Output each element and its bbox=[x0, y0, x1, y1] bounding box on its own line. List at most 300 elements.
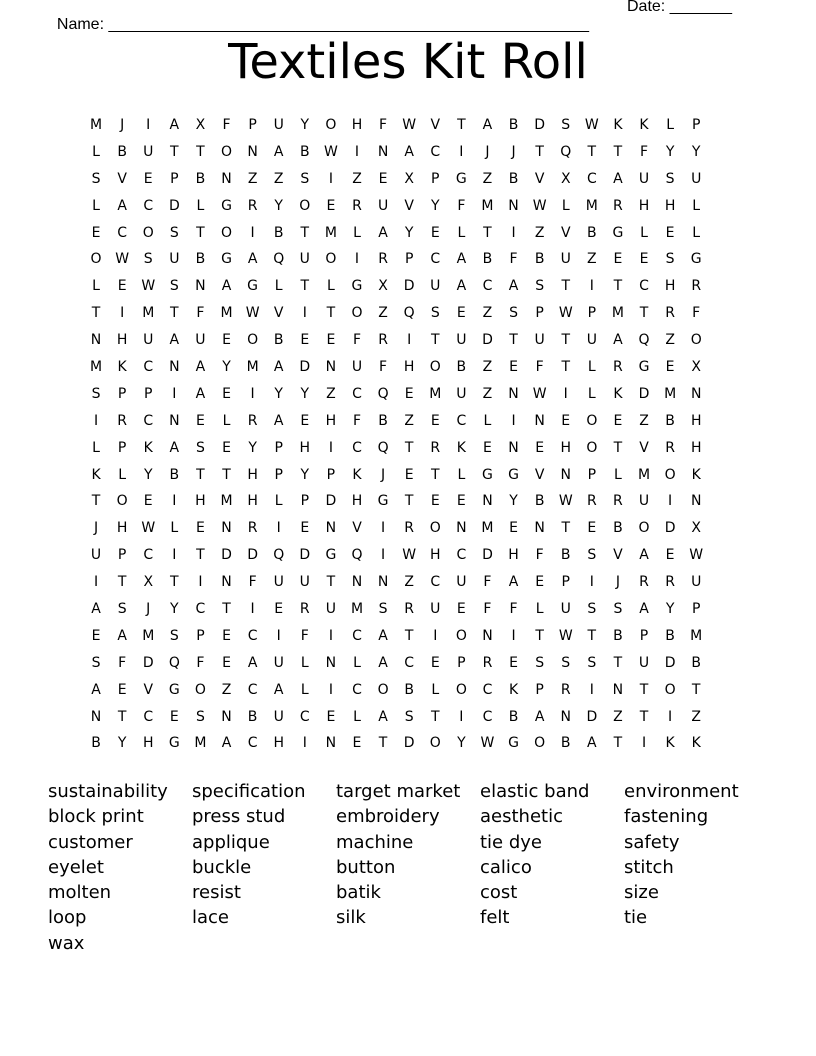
grid-cell[interactable]: P bbox=[196, 627, 205, 644]
grid-cell[interactable]: S bbox=[143, 251, 153, 268]
grid-cell[interactable]: C bbox=[143, 412, 154, 429]
grid-cell[interactable]: N bbox=[534, 520, 545, 537]
grid-cell[interactable]: A bbox=[639, 601, 649, 618]
grid-cell[interactable]: B bbox=[560, 735, 571, 752]
grid-cell[interactable]: B bbox=[273, 224, 284, 241]
grid-cell[interactable]: Z bbox=[273, 170, 284, 187]
grid-cell[interactable]: D bbox=[325, 493, 337, 510]
grid-cell[interactable]: P bbox=[561, 574, 570, 591]
grid-cell[interactable]: R bbox=[378, 332, 388, 349]
grid-cell[interactable]: N bbox=[195, 278, 206, 295]
grid-cell[interactable]: C bbox=[430, 143, 441, 160]
grid-cell[interactable]: I bbox=[641, 735, 647, 752]
grid-cell[interactable]: O bbox=[90, 251, 102, 268]
grid-cell[interactable]: S bbox=[195, 439, 205, 456]
grid-cell[interactable]: Z bbox=[665, 332, 675, 349]
grid-cell[interactable]: M bbox=[142, 305, 155, 322]
grid-cell[interactable]: U bbox=[638, 170, 650, 187]
grid-cell[interactable]: T bbox=[91, 493, 101, 510]
grid-cell[interactable]: S bbox=[613, 601, 623, 618]
grid-cell[interactable]: A bbox=[378, 224, 388, 241]
grid-cell[interactable]: S bbox=[169, 627, 179, 644]
grid-cell[interactable]: K bbox=[91, 466, 101, 483]
grid-cell[interactable]: L bbox=[457, 224, 466, 241]
grid-cell[interactable]: S bbox=[535, 654, 545, 671]
grid-cell[interactable]: Y bbox=[117, 735, 127, 752]
grid-cell[interactable]: M bbox=[637, 466, 651, 483]
grid-cell[interactable]: T bbox=[404, 493, 414, 510]
grid-cell[interactable]: W bbox=[558, 305, 573, 322]
grid-cell[interactable]: R bbox=[560, 681, 571, 698]
grid-cell[interactable]: L bbox=[118, 466, 127, 483]
grid-cell[interactable]: S bbox=[535, 278, 545, 295]
grid-cell[interactable]: P bbox=[170, 170, 179, 187]
grid-cell[interactable]: G bbox=[168, 681, 180, 698]
grid-cell[interactable]: F bbox=[248, 574, 257, 591]
grid-cell[interactable]: E bbox=[613, 251, 623, 268]
grid-cell[interactable]: O bbox=[586, 412, 598, 429]
grid-cell[interactable]: N bbox=[560, 466, 571, 483]
grid-cell[interactable]: K bbox=[639, 117, 649, 133]
grid-cell[interactable]: C bbox=[456, 547, 467, 564]
grid-cell[interactable]: I bbox=[276, 627, 281, 644]
grid-cell[interactable]: C bbox=[195, 601, 206, 618]
grid-cell[interactable]: Y bbox=[300, 466, 310, 483]
grid-cell[interactable]: F bbox=[379, 117, 388, 133]
grid-cell[interactable]: V bbox=[534, 466, 545, 483]
grid-cell[interactable]: M bbox=[429, 385, 442, 402]
grid-cell[interactable]: O bbox=[221, 224, 233, 241]
grid-cell[interactable]: P bbox=[300, 493, 310, 510]
grid-cell[interactable]: P bbox=[117, 547, 127, 564]
grid-cell[interactable]: G bbox=[638, 359, 650, 376]
grid-cell[interactable]: E bbox=[274, 601, 284, 618]
grid-cell[interactable]: K bbox=[691, 735, 701, 752]
grid-cell[interactable]: L bbox=[353, 708, 361, 725]
grid-cell[interactable]: T bbox=[117, 574, 127, 591]
grid-cell[interactable]: U bbox=[534, 332, 545, 349]
grid-cell[interactable]: S bbox=[91, 654, 101, 671]
grid-cell[interactable]: T bbox=[561, 332, 571, 349]
grid-cell[interactable]: B bbox=[691, 654, 701, 671]
grid-cell[interactable]: U bbox=[351, 359, 363, 376]
grid-cell[interactable]: Z bbox=[482, 170, 493, 187]
grid-cell[interactable]: S bbox=[665, 251, 675, 268]
grid-cell[interactable]: D bbox=[403, 735, 415, 752]
grid-cell[interactable]: C bbox=[482, 278, 493, 295]
grid-cell[interactable]: B bbox=[195, 251, 206, 268]
grid-cell[interactable]: K bbox=[691, 466, 701, 483]
grid-cell[interactable]: L bbox=[196, 197, 205, 214]
grid-cell[interactable]: N bbox=[325, 520, 337, 537]
grid-cell[interactable]: O bbox=[116, 493, 128, 510]
grid-cell[interactable]: I bbox=[589, 278, 594, 295]
grid-cell[interactable]: Z bbox=[404, 574, 414, 591]
grid-cell[interactable]: O bbox=[429, 735, 441, 752]
grid-cell[interactable]: S bbox=[587, 654, 597, 671]
grid-cell[interactable]: Y bbox=[300, 385, 310, 402]
grid-cell[interactable]: K bbox=[456, 439, 466, 456]
grid-cell[interactable]: P bbox=[144, 385, 153, 402]
grid-cell[interactable]: Y bbox=[170, 601, 179, 618]
grid-cell[interactable]: O bbox=[664, 466, 676, 483]
grid-cell[interactable]: I bbox=[250, 224, 255, 241]
grid-cell[interactable]: Y bbox=[691, 143, 701, 160]
grid-cell[interactable]: Q bbox=[638, 332, 650, 349]
grid-cell[interactable]: Y bbox=[274, 385, 283, 402]
grid-cell[interactable]: B bbox=[456, 359, 467, 376]
grid-cell[interactable]: Z bbox=[639, 412, 649, 429]
grid-cell[interactable]: B bbox=[508, 708, 519, 725]
grid-cell[interactable]: T bbox=[326, 574, 336, 591]
grid-cell[interactable]: I bbox=[198, 574, 203, 591]
grid-cell[interactable]: N bbox=[690, 493, 702, 510]
grid-cell[interactable]: U bbox=[273, 654, 284, 671]
grid-cell[interactable]: R bbox=[378, 251, 388, 268]
grid-cell[interactable]: A bbox=[456, 251, 467, 268]
grid-cell[interactable]: M bbox=[664, 385, 677, 402]
grid-cell[interactable]: H bbox=[351, 117, 363, 133]
grid-cell[interactable]: H bbox=[195, 493, 206, 510]
grid-cell[interactable]: C bbox=[456, 412, 467, 429]
grid-cell[interactable]: Z bbox=[534, 224, 545, 241]
grid-cell[interactable]: T bbox=[613, 735, 623, 752]
grid-cell[interactable]: H bbox=[508, 547, 519, 564]
grid-cell[interactable]: U bbox=[456, 385, 467, 402]
grid-cell[interactable]: T bbox=[639, 708, 649, 725]
grid-cell[interactable]: T bbox=[430, 466, 440, 483]
grid-cell[interactable]: H bbox=[116, 520, 128, 537]
grid-cell[interactable]: Y bbox=[509, 493, 518, 510]
grid-cell[interactable]: Q bbox=[273, 547, 285, 564]
grid-cell[interactable]: B bbox=[534, 493, 545, 510]
grid-cell[interactable]: W bbox=[532, 197, 547, 214]
grid-cell[interactable]: L bbox=[431, 681, 440, 698]
grid-cell[interactable]: I bbox=[511, 224, 516, 241]
grid-cell[interactable]: P bbox=[326, 466, 336, 483]
grid-cell[interactable]: B bbox=[378, 412, 388, 429]
grid-cell[interactable]: O bbox=[638, 520, 650, 537]
grid-cell[interactable]: M bbox=[350, 601, 364, 618]
grid-cell[interactable]: G bbox=[482, 466, 493, 483]
grid-cell[interactable]: D bbox=[403, 278, 415, 295]
grid-cell[interactable]: F bbox=[222, 117, 231, 133]
grid-cell[interactable]: Z bbox=[482, 359, 493, 376]
grid-cell[interactable]: H bbox=[247, 466, 258, 483]
grid-cell[interactable]: H bbox=[664, 197, 676, 214]
grid-cell[interactable]: F bbox=[457, 197, 466, 214]
grid-cell[interactable]: D bbox=[299, 547, 311, 564]
grid-cell[interactable]: Y bbox=[143, 466, 153, 483]
grid-cell[interactable]: P bbox=[404, 251, 414, 268]
grid-cell[interactable]: I bbox=[459, 708, 464, 725]
grid-cell[interactable]: L bbox=[92, 143, 100, 160]
grid-cell[interactable]: M bbox=[611, 305, 624, 322]
grid-cell[interactable]: P bbox=[587, 305, 597, 322]
grid-cell[interactable]: Q bbox=[351, 547, 363, 564]
grid-cell[interactable]: T bbox=[170, 574, 179, 591]
grid-cell[interactable]: E bbox=[404, 466, 414, 483]
grid-cell[interactable]: A bbox=[378, 627, 388, 644]
grid-cell[interactable]: O bbox=[247, 332, 259, 349]
grid-cell[interactable]: U bbox=[377, 197, 389, 214]
grid-cell[interactable]: F bbox=[352, 332, 362, 349]
grid-cell[interactable]: T bbox=[430, 332, 440, 349]
grid-cell[interactable]: Z bbox=[221, 681, 232, 698]
grid-cell[interactable]: S bbox=[561, 117, 571, 133]
grid-cell[interactable]: P bbox=[117, 385, 127, 402]
grid-cell[interactable]: F bbox=[692, 305, 701, 322]
grid-cell[interactable]: T bbox=[639, 305, 649, 322]
grid-cell[interactable]: Z bbox=[482, 385, 493, 402]
grid-cell[interactable]: C bbox=[352, 681, 362, 698]
grid-cell[interactable]: S bbox=[665, 170, 675, 187]
grid-cell[interactable]: A bbox=[456, 278, 467, 295]
grid-cell[interactable]: W bbox=[141, 278, 156, 295]
grid-cell[interactable]: B bbox=[195, 170, 206, 187]
grid-cell[interactable]: Q bbox=[560, 143, 572, 160]
grid-cell[interactable]: E bbox=[91, 224, 101, 241]
grid-cell[interactable]: E bbox=[483, 439, 492, 456]
grid-cell[interactable]: F bbox=[535, 547, 544, 564]
grid-cell[interactable]: T bbox=[378, 735, 388, 752]
grid-cell[interactable]: J bbox=[615, 574, 620, 591]
grid-cell[interactable]: N bbox=[221, 708, 232, 725]
grid-cell[interactable]: L bbox=[587, 385, 596, 402]
grid-cell[interactable]: O bbox=[351, 305, 363, 322]
grid-cell[interactable]: I bbox=[328, 439, 333, 456]
grid-cell[interactable]: B bbox=[299, 143, 310, 160]
grid-cell[interactable]: A bbox=[508, 278, 519, 295]
grid-cell[interactable]: H bbox=[690, 412, 702, 429]
grid-cell[interactable]: R bbox=[613, 359, 623, 376]
grid-cell[interactable]: E bbox=[509, 520, 518, 537]
grid-cell[interactable]: F bbox=[483, 574, 492, 591]
grid-cell[interactable]: O bbox=[455, 627, 467, 644]
grid-cell[interactable]: A bbox=[169, 439, 180, 456]
grid-cell[interactable]: G bbox=[221, 251, 232, 268]
grid-cell[interactable]: B bbox=[534, 251, 545, 268]
grid-cell[interactable]: B bbox=[613, 627, 623, 644]
grid-cell[interactable]: E bbox=[326, 332, 336, 349]
grid-cell[interactable]: L bbox=[92, 278, 100, 295]
grid-cell[interactable]: A bbox=[613, 170, 623, 187]
grid-cell[interactable]: D bbox=[586, 708, 598, 725]
grid-cell[interactable]: V bbox=[430, 117, 441, 133]
grid-cell[interactable]: N bbox=[612, 681, 624, 698]
grid-cell[interactable]: O bbox=[377, 681, 389, 698]
grid-cell[interactable]: U bbox=[638, 493, 650, 510]
grid-cell[interactable]: C bbox=[482, 681, 493, 698]
grid-cell[interactable]: R bbox=[247, 412, 258, 429]
grid-cell[interactable]: E bbox=[430, 412, 440, 429]
grid-cell[interactable]: W bbox=[584, 117, 599, 133]
grid-cell[interactable]: J bbox=[381, 466, 386, 483]
grid-cell[interactable]: E bbox=[404, 385, 414, 402]
grid-cell[interactable]: Z bbox=[691, 708, 701, 725]
grid-cell[interactable]: E bbox=[456, 305, 466, 322]
grid-cell[interactable]: V bbox=[273, 305, 284, 322]
grid-cell[interactable]: N bbox=[351, 574, 363, 591]
grid-cell[interactable]: R bbox=[247, 520, 258, 537]
grid-cell[interactable]: Q bbox=[273, 251, 285, 268]
grid-cell[interactable]: E bbox=[300, 520, 310, 537]
grid-cell[interactable]: W bbox=[115, 251, 130, 268]
grid-cell[interactable]: N bbox=[560, 708, 571, 725]
grid-cell[interactable]: H bbox=[142, 735, 154, 752]
grid-cell[interactable]: I bbox=[668, 708, 673, 725]
grid-cell[interactable]: B bbox=[613, 520, 623, 537]
grid-cell[interactable]: Z bbox=[613, 708, 623, 725]
grid-cell[interactable]: U bbox=[273, 574, 284, 591]
grid-cell[interactable]: T bbox=[561, 278, 571, 295]
grid-cell[interactable]: U bbox=[638, 654, 650, 671]
grid-cell[interactable]: F bbox=[196, 305, 205, 322]
grid-cell[interactable]: F bbox=[352, 412, 362, 429]
grid-cell[interactable]: F bbox=[379, 359, 388, 376]
grid-cell[interactable]: U bbox=[456, 574, 467, 591]
grid-cell[interactable]: O bbox=[429, 359, 441, 376]
grid-cell[interactable]: E bbox=[117, 278, 127, 295]
grid-cell[interactable]: N bbox=[90, 708, 102, 725]
grid-cell[interactable]: L bbox=[300, 681, 309, 698]
grid-cell[interactable]: I bbox=[93, 574, 99, 591]
grid-cell[interactable]: B bbox=[482, 251, 493, 268]
grid-cell[interactable]: W bbox=[323, 143, 338, 160]
grid-cell[interactable]: T bbox=[404, 627, 414, 644]
grid-cell[interactable]: L bbox=[222, 412, 231, 429]
grid-cell[interactable]: N bbox=[169, 412, 180, 429]
grid-cell[interactable]: W bbox=[245, 305, 260, 322]
grid-cell[interactable]: D bbox=[221, 547, 232, 564]
grid-cell[interactable]: Y bbox=[222, 359, 231, 376]
grid-cell[interactable]: L bbox=[666, 117, 675, 133]
grid-cell[interactable]: S bbox=[378, 601, 388, 618]
grid-cell[interactable]: T bbox=[170, 143, 179, 160]
grid-cell[interactable]: A bbox=[273, 681, 284, 698]
grid-cell[interactable]: N bbox=[508, 385, 519, 402]
grid-cell[interactable]: L bbox=[561, 197, 570, 214]
grid-cell[interactable]: I bbox=[354, 251, 360, 268]
grid-cell[interactable]: X bbox=[143, 574, 154, 591]
grid-cell[interactable]: E bbox=[222, 654, 231, 671]
grid-cell[interactable]: D bbox=[638, 385, 650, 402]
grid-cell[interactable]: N bbox=[325, 654, 337, 671]
grid-cell[interactable]: P bbox=[117, 439, 127, 456]
grid-cell[interactable]: E bbox=[430, 654, 440, 671]
grid-cell[interactable]: T bbox=[613, 654, 623, 671]
grid-cell[interactable]: R bbox=[639, 574, 649, 591]
grid-cell[interactable]: F bbox=[509, 601, 518, 618]
grid-cell[interactable]: L bbox=[640, 224, 648, 241]
grid-cell[interactable]: E bbox=[169, 708, 179, 725]
grid-cell[interactable]: H bbox=[638, 197, 650, 214]
grid-cell[interactable]: D bbox=[142, 654, 154, 671]
grid-cell[interactable]: Q bbox=[377, 439, 389, 456]
grid-cell[interactable]: O bbox=[664, 681, 676, 698]
grid-cell[interactable]: S bbox=[91, 170, 101, 187]
grid-cell[interactable]: O bbox=[142, 224, 154, 241]
grid-cell[interactable]: M bbox=[246, 359, 259, 376]
grid-cell[interactable]: R bbox=[586, 493, 597, 510]
grid-cell[interactable]: T bbox=[483, 224, 492, 241]
grid-cell[interactable]: T bbox=[170, 305, 179, 322]
grid-cell[interactable]: I bbox=[250, 385, 255, 402]
grid-cell[interactable]: N bbox=[508, 197, 519, 214]
grid-cell[interactable]: X bbox=[195, 117, 206, 133]
grid-cell[interactable]: E bbox=[326, 197, 336, 214]
grid-cell[interactable]: C bbox=[143, 547, 154, 564]
grid-cell[interactable]: T bbox=[613, 439, 623, 456]
grid-cell[interactable]: J bbox=[93, 520, 99, 537]
grid-cell[interactable]: Z bbox=[326, 385, 336, 402]
grid-cell[interactable]: U bbox=[143, 143, 154, 160]
grid-cell[interactable]: W bbox=[402, 117, 417, 133]
grid-cell[interactable]: R bbox=[404, 601, 415, 618]
grid-cell[interactable]: C bbox=[430, 251, 441, 268]
grid-cell[interactable]: U bbox=[586, 332, 597, 349]
grid-cell[interactable]: J bbox=[146, 601, 151, 618]
grid-cell[interactable]: C bbox=[586, 170, 597, 187]
grid-cell[interactable]: S bbox=[169, 224, 179, 241]
grid-cell[interactable]: Y bbox=[300, 117, 310, 133]
grid-cell[interactable]: S bbox=[117, 601, 127, 618]
grid-cell[interactable]: E bbox=[222, 439, 231, 456]
grid-cell[interactable]: H bbox=[273, 735, 284, 752]
grid-cell[interactable]: P bbox=[431, 170, 440, 187]
grid-cell[interactable]: U bbox=[325, 601, 337, 618]
grid-cell[interactable]: Y bbox=[404, 224, 414, 241]
grid-cell[interactable]: F bbox=[535, 359, 544, 376]
grid-cell[interactable]: C bbox=[352, 385, 362, 402]
grid-cell[interactable]: O bbox=[586, 439, 598, 456]
grid-cell[interactable]: O bbox=[325, 117, 337, 133]
grid-cell[interactable]: R bbox=[299, 601, 310, 618]
grid-cell[interactable]: U bbox=[299, 251, 310, 268]
grid-cell[interactable]: I bbox=[589, 574, 594, 591]
grid-cell[interactable]: B bbox=[91, 735, 101, 752]
grid-cell[interactable]: V bbox=[639, 439, 649, 456]
grid-cell[interactable]: N bbox=[221, 520, 232, 537]
grid-cell[interactable]: G bbox=[508, 466, 519, 483]
grid-cell[interactable]: M bbox=[220, 493, 233, 510]
grid-cell[interactable]: D bbox=[664, 520, 676, 537]
grid-cell[interactable]: V bbox=[117, 170, 127, 187]
grid-cell[interactable]: T bbox=[457, 117, 466, 133]
grid-cell[interactable]: P bbox=[535, 681, 544, 698]
grid-cell[interactable]: A bbox=[587, 735, 597, 752]
grid-cell[interactable]: P bbox=[691, 117, 701, 133]
grid-cell[interactable]: E bbox=[195, 520, 205, 537]
grid-cell[interactable]: Z bbox=[352, 170, 362, 187]
grid-cell[interactable]: L bbox=[692, 224, 701, 241]
grid-cell[interactable]: H bbox=[560, 439, 571, 456]
grid-cell[interactable]: O bbox=[221, 143, 233, 160]
grid-cell[interactable]: E bbox=[300, 412, 310, 429]
grid-cell[interactable]: H bbox=[247, 493, 258, 510]
grid-cell[interactable]: A bbox=[247, 654, 258, 671]
grid-cell[interactable]: O bbox=[455, 681, 467, 698]
grid-cell[interactable]: T bbox=[117, 708, 127, 725]
grid-cell[interactable]: R bbox=[691, 278, 702, 295]
grid-cell[interactable]: F bbox=[483, 601, 492, 618]
grid-cell[interactable]: T bbox=[196, 466, 205, 483]
grid-cell[interactable]: L bbox=[353, 654, 361, 671]
grid-cell[interactable]: N bbox=[690, 385, 702, 402]
grid-cell[interactable]: B bbox=[404, 681, 414, 698]
grid-cell[interactable]: E bbox=[456, 601, 466, 618]
grid-cell[interactable]: E bbox=[535, 574, 545, 591]
